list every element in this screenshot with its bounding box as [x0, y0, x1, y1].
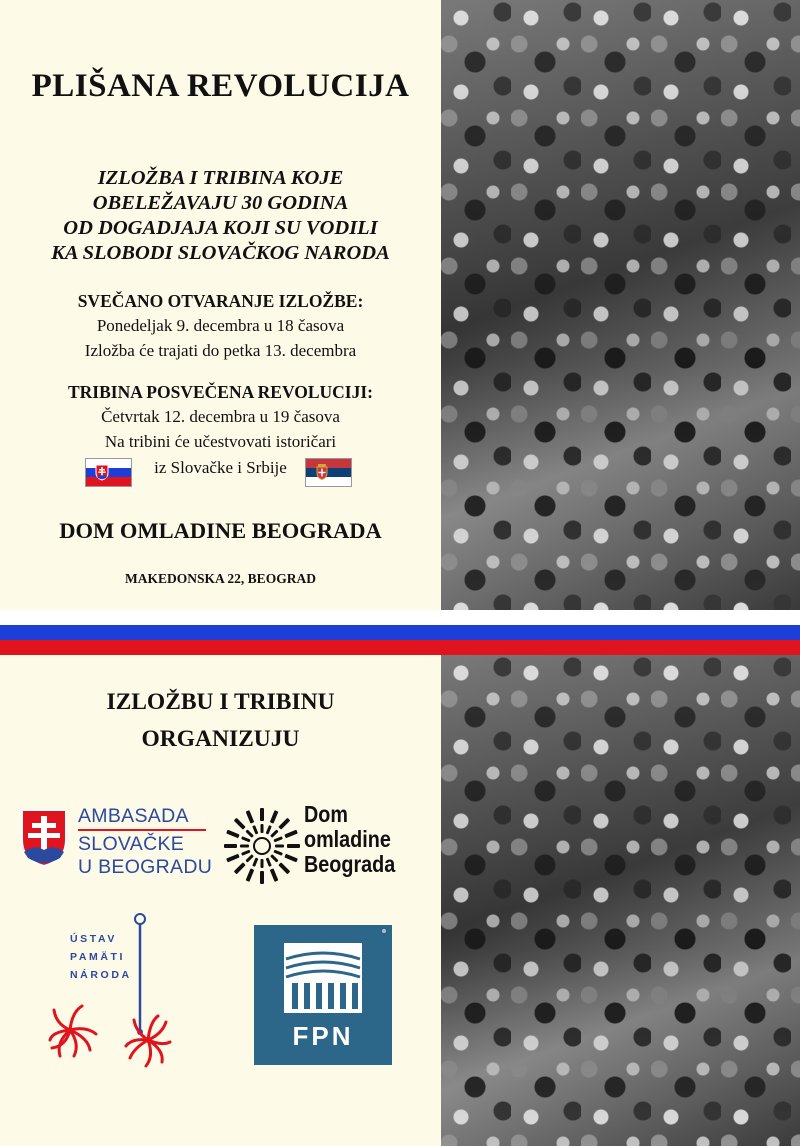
crowd-photo — [441, 0, 800, 610]
poster-subtitle — [0, 166, 441, 266]
fpn-label: FPN — [292, 1021, 354, 1051]
fpn-book-icon — [254, 925, 392, 1025]
embassy-name — [78, 805, 212, 879]
venue-name: DOM OMLADINE BEOGRADA — [59, 518, 382, 543]
sunburst-icon — [222, 806, 302, 886]
embassy-line: U BEOGRADU — [78, 856, 213, 878]
opening-heading: SVEČANO OTVARANJE IZLOŽBE: — [77, 291, 364, 311]
ustav-line: PAMÄTI — [70, 951, 126, 963]
ustav-line: NÁRODA — [70, 969, 132, 981]
event-info-panel — [0, 0, 441, 610]
subtitle-line: OBELEŽAVAJU 30 GODINA — [92, 192, 349, 214]
tribune-origin: iz Slovačke i Srbije — [154, 458, 287, 477]
dom-omladine-name — [304, 802, 395, 877]
serbian-flag-icon — [305, 458, 352, 487]
dom-line: Dom — [304, 801, 348, 827]
subtitle-line: KA SLOBODI SLOVAČKOG NARODA — [51, 242, 390, 264]
dom-line: Beograda — [304, 851, 396, 877]
venue-address: MAKEDONSKA 22, BEOGRAD — [125, 571, 316, 586]
organizers-heading-line: IZLOŽBU I TRIBINU — [106, 689, 335, 715]
ustav-pamati-naroda-logo — [48, 912, 176, 1072]
subtitle-line: IZLOŽBA I TRIBINA KOJE — [97, 167, 344, 189]
poster-title: PLIŠANA REVOLUCIJA — [31, 68, 410, 104]
organizers-heading-line: ORGANIZUJU — [141, 726, 300, 752]
slovak-coat-of-arms-icon — [20, 808, 68, 868]
embassy-line: AMBASADA — [78, 805, 189, 827]
opening-duration: Izložba će trajati do petka 13. decembra — [84, 341, 357, 360]
opening-date: Ponedeljak 9. decembra u 18 časova — [96, 316, 345, 335]
tribune-heading: TRIBINA POSVEČENA REVOLUCIJI: — [68, 382, 373, 402]
tribune-date: Četvrtak 12. decembra u 19 časova — [101, 407, 340, 426]
crowd-photo — [441, 655, 800, 1146]
dom-line: omladine — [304, 826, 391, 852]
ustav-name — [70, 930, 132, 984]
ustav-line: ÚSTAV — [70, 933, 118, 945]
fpn-logo — [254, 925, 392, 1065]
slovak-flag-icon — [85, 458, 132, 487]
embassy-rule — [78, 829, 206, 831]
embassy-line: SLOVAČKE — [78, 833, 185, 855]
organizers-heading — [0, 684, 441, 758]
dom-omladine-logo — [222, 800, 422, 890]
tribune-participants: Na tribini će učestvovati istoričari — [104, 432, 337, 451]
tricolor-divider — [0, 610, 800, 655]
subtitle-line: OD DOGADJAJA KOJI SU VODILI — [63, 217, 378, 239]
slovak-embassy-logo — [20, 805, 220, 880]
